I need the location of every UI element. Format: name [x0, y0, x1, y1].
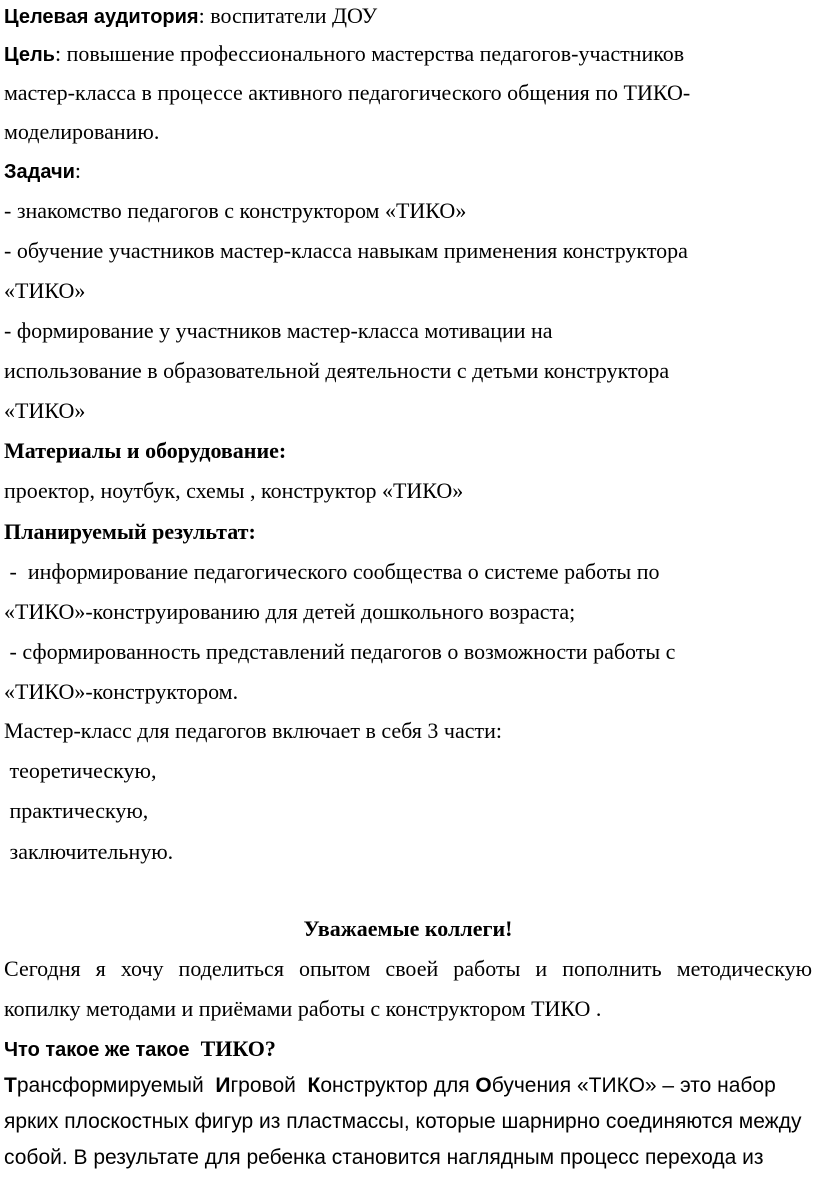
task-item: использование в образовательной деятельности с детьми конструктора: [4, 358, 670, 383]
tasks-label: Задачи: [4, 161, 75, 183]
definition-line-3: собой. В результате для ребенка становится наглядным процесс перехода из: [4, 1146, 764, 1169]
result-item: - информирование педагогического сообщества о системе работы по: [4, 559, 660, 584]
task-item: - знакомство педагогов с конструктором «ТИКО»: [4, 198, 467, 223]
definition-cap-o: О: [475, 1074, 492, 1097]
question-part-2: ТИКО?: [195, 1036, 276, 1061]
intro-paragraph-line-2: копилку методами и приёмами работы с конструктором ТИКО .: [4, 996, 602, 1021]
definition-line-2: ярких плоскостных фигур из пластмассы, которые шарнирно соединяются между: [4, 1110, 802, 1133]
audience-text: : воспитатели ДОУ: [198, 3, 378, 28]
definition-cap-k: К: [307, 1074, 321, 1097]
tasks-colon: :: [74, 158, 82, 183]
task-item: - обучение участников мастер-класса навыкам применения конструктора: [4, 238, 688, 263]
parts-item: заключительную.: [4, 839, 174, 864]
goal-line-3: моделированию.: [4, 119, 160, 144]
parts-item: практическую,: [4, 798, 149, 823]
parts-item: теоретическую,: [4, 758, 157, 783]
definition-cap-i: И: [215, 1074, 231, 1097]
tasks-heading: [4, 157, 81, 186]
definition-text-o: бучения «ТИКО» – это набор: [491, 1074, 776, 1097]
materials-heading: Материалы и оборудование:: [4, 438, 287, 463]
definition-text-k: онструктор для: [320, 1074, 476, 1097]
audience-label: Целевая аудитория: [4, 6, 199, 28]
definition-cap-t: Т: [4, 1074, 17, 1097]
audience-line: [4, 2, 377, 31]
materials-text: проектор, ноутбук, схемы , конструктор «ТИКО»: [4, 478, 464, 503]
task-item: «ТИКО»: [4, 398, 86, 423]
intro-paragraph-line-1: Сегодня я хочу поделиться опытом своей работы и пополнить методическую: [4, 956, 812, 981]
result-heading: Планируемый результат:: [4, 519, 256, 544]
goal-label: Цель: [4, 44, 55, 66]
definition-text-i: гровой: [230, 1074, 308, 1097]
definition-line-1: [4, 1072, 776, 1100]
goal-line-1: [4, 40, 684, 69]
definition-text-t: рансформируемый: [16, 1074, 216, 1097]
question-part-1: Что такое же такое: [4, 1039, 196, 1061]
task-item: «ТИКО»: [4, 278, 86, 303]
result-item: - сформированность представлений педагогов о возможности работы с: [4, 639, 676, 664]
greeting-heading: Уважаемые коллеги!: [303, 916, 513, 941]
question-heading: [4, 1035, 276, 1066]
goal-line-2: мастер-класса в процессе активного педагогического общения по ТИКО-: [4, 80, 691, 105]
goal-text-1: : повышение профессионального мастерства педагогов-участников: [54, 41, 685, 66]
result-item: «ТИКО»-конструктором.: [4, 679, 239, 704]
result-item: «ТИКО»-конструированию для детей дошкольного возраста;: [4, 599, 576, 624]
task-item: - формирование у участников мастер-класса мотивации на: [4, 318, 553, 343]
parts-intro: Мастер-класс для педагогов включает в себя 3 части:: [4, 718, 502, 743]
